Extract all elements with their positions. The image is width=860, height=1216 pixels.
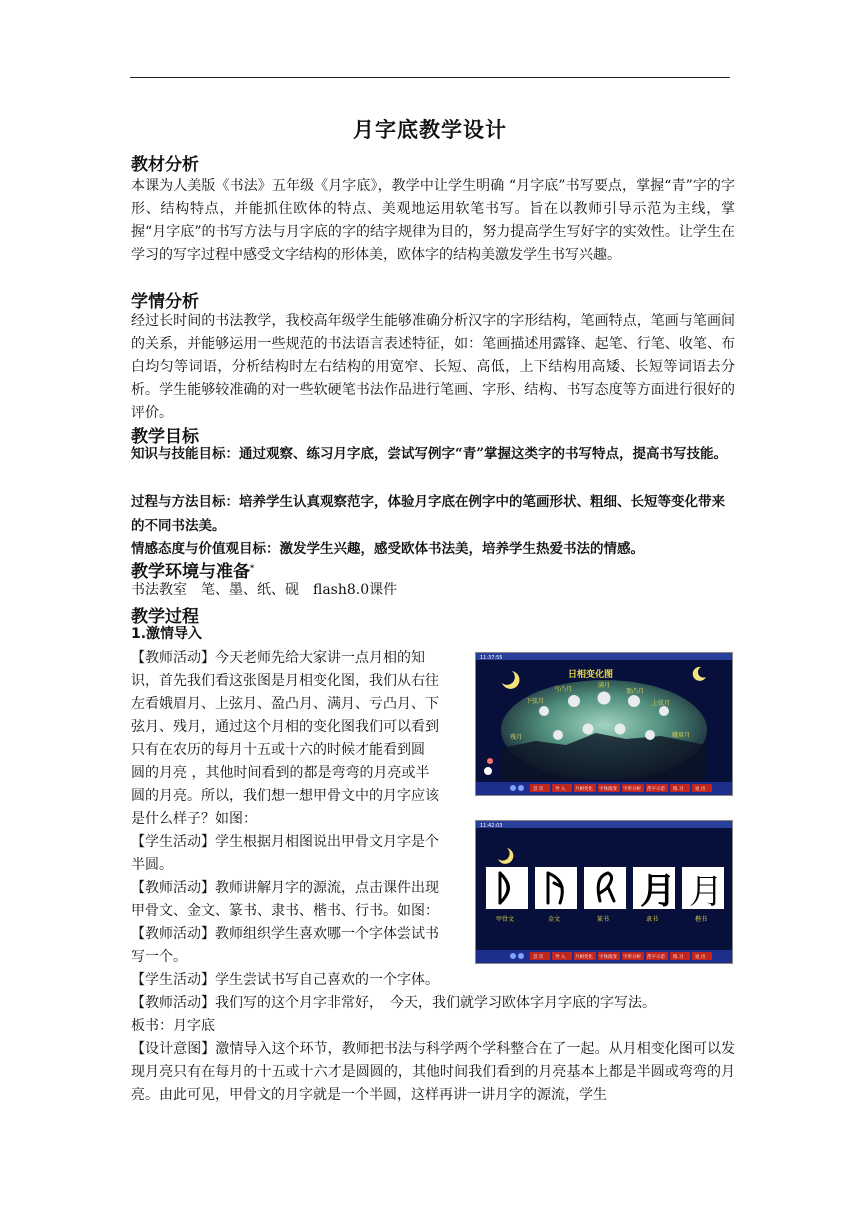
process-line: 识，首先我们看这张图是月相变化图，我们从右往 <box>131 673 439 689</box>
slide1-time: 11:37:55 <box>480 655 503 661</box>
menu-practice[interactable]: 练 习 <box>673 955 684 960</box>
menu-intro[interactable]: 导 入 <box>555 955 566 960</box>
label-oracle-bone: 甲骨文 <box>496 916 515 923</box>
label-waning-gibbous: 亏凸月 <box>554 686 573 693</box>
label-regular: 楷书 <box>695 916 708 923</box>
glyph-regular: 月 <box>689 872 723 912</box>
goal-knowledge-skills: 知识与技能目标：通过观察、练习月字底，尝试写例字“青”掌握这类字的书写特点，提高书写技能。 <box>131 446 728 462</box>
process-line: 写一个。 <box>131 949 187 965</box>
next-button[interactable] <box>518 953 524 959</box>
menu-script-evolution[interactable]: 字体演变 <box>599 787 617 792</box>
menu-script-evolution[interactable]: 字体演变 <box>599 955 617 960</box>
process-line: 是什么样子？如图： <box>131 811 257 827</box>
process-line: 圆的月亮 ，其他时间看到的都是弯弯的月亮或半 <box>131 765 430 781</box>
menu-intro[interactable]: 导 入 <box>555 787 566 792</box>
paragraph-design-intent: 【设计意图】激情导入这个环节，教师把书法与科学两个学科整合在了一起。从月相变化图可以发现月亮只有在每月的十五或十六才是圆圆的，其他时间我们看到的月亮基本上都是半圆或弯弯的月亮。由此可见，甲骨文的月字就是一个半圆，这样再讲一讲月字的源流，学生 <box>131 1041 735 1103</box>
label-clerical: 隶书 <box>646 916 659 923</box>
slide1-heading: 日相变化图 <box>568 670 614 680</box>
label-waxing-gibbous: 盈凸月 <box>626 688 645 695</box>
menu-exit[interactable]: 退 出 <box>695 787 706 792</box>
process-line: 【教师活动】我们写的这个月字非常好， 今天，我们就学习欧体字月字底的字写法。 <box>131 995 656 1011</box>
process-line: 甲骨文、金文、篆书、隶书、楷书、行书。如图： <box>131 903 439 919</box>
script-evolution-slide <box>475 820 733 964</box>
moon-phase-slide <box>475 652 733 796</box>
heading-student-analysis: 学情分析 <box>131 292 199 312</box>
header-rule <box>130 77 730 78</box>
menu-exit[interactable]: 退 出 <box>695 955 706 960</box>
process-line: 板书：月字底 <box>131 1018 215 1034</box>
process-line: 只有在农历的每月十五或十六的时候才能看到圆 <box>131 742 425 758</box>
menu-moon-phase[interactable]: 月相变化 <box>575 955 593 960</box>
label-waning-crescent: 残月 <box>510 734 523 741</box>
document-title: 月字底教学设计 <box>353 118 507 142</box>
process-line: 【学生活动】学生尝试书写自己喜欢的一个字体。 <box>131 972 439 988</box>
menu-home[interactable]: 首 页 <box>533 787 544 792</box>
label-waxing-crescent: 娥眉月 <box>672 732 691 739</box>
paragraph-student-analysis: 经过长时间的书法教学，我校高年级学生能够准确分析汉字的字形结构，笔画特点，笔画与笔画间的关系，并能够运用一些规范的书法语言表述特征，如：笔画描述用露锋、起笔、行笔、收笔、布白均匀等词语，分析结构时左右结构的用宽窄、长短、高低，上下结构用高矮、长短等词语去分析。学生能够较准确的对一些软硬笔书法作品进行笔画、字形、结构、书写态度等方面进行很好的评价。 <box>131 313 735 421</box>
heading-material-analysis: 教材分析 <box>131 155 199 175</box>
process-line: 【学生活动】学生根据月相图说出甲骨文月字是个 <box>131 834 439 850</box>
process-line: 【教师活动】今天老师先给大家讲一点月相的知 <box>131 650 425 666</box>
label-first-quarter: 上弦月 <box>652 700 671 707</box>
next-button[interactable] <box>518 785 524 791</box>
label-full-moon: 满月 <box>598 682 611 689</box>
menu-moon-phase[interactable]: 月相变化 <box>575 787 593 792</box>
heading-teaching-goals: 教学目标 <box>131 427 199 447</box>
label-seal: 篆书 <box>597 916 610 923</box>
prev-button[interactable] <box>510 785 516 791</box>
menu-demo[interactable]: 范字示范 <box>647 787 665 792</box>
menu-form-analysis[interactable]: 字形分析 <box>623 955 641 960</box>
heading-environment: 教学环境与准备* <box>131 562 255 582</box>
glyph-clerical: 月 <box>640 871 677 912</box>
paragraph-material-analysis: 本课为人美版《书法》五年级《月字底》，教学中让学生明确 “月字底”书写要点，掌握“青”字的字形、结构特点，并能抓住欧体的特点、美观地运用软笔书写。旨在以教师引导示范为主线，掌握“月字底”的书写方法与月字底的字的结字规律为目的，努力提高学生写好字的实效性。让学生在学习的写字过程中感受文字结构的形体美，欧体字的结构美激发学生书写兴趣。 <box>131 178 735 263</box>
goal-emotion-values: 情感态度与价值观目标：激发学生兴趣，感受欧体书法美，培养学生热爱书法的情感。 <box>131 541 644 557</box>
environment-text: 书法教室 笔、墨、纸、砚 flash8.0课件 <box>131 582 398 598</box>
process-line: 圆的月亮。所以，我们想一想甲骨文中的月字应该 <box>131 788 439 804</box>
slide2-time: 11:42:03 <box>480 823 503 829</box>
process-line: 【教师活动】教师讲解月字的源流，点击课件出现 <box>131 880 439 896</box>
menu-practice[interactable]: 练 习 <box>673 787 684 792</box>
subheading-intro: 1.激情导入 <box>131 626 203 642</box>
menu-demo[interactable]: 范字示范 <box>647 955 665 960</box>
heading-teaching-process: 教学过程 <box>131 607 199 627</box>
process-line: 【教师活动】教师组织学生喜欢哪一个字体尝试书 <box>131 926 439 942</box>
menu-home[interactable]: 首 页 <box>533 955 544 960</box>
label-last-quarter: 下弦月 <box>526 698 545 705</box>
prev-button[interactable] <box>510 953 516 959</box>
goal-process-method: 过程与方法目标：培养学生认真观察范字，体验月字底在例字中的笔画形状、粗细、长短等变化带来的不同书法美。 <box>131 494 725 534</box>
process-line: 左看娥眉月、上弦月、盈凸月、满月、亏凸月、下 <box>131 696 439 712</box>
process-line: 弦月、残月，通过这个月相的变化图我们可以看到 <box>131 719 439 735</box>
label-bronze: 金文 <box>548 916 561 923</box>
menu-form-analysis[interactable]: 字形分析 <box>623 787 641 792</box>
star-icon <box>484 767 492 775</box>
process-line: 半圆。 <box>131 857 173 873</box>
